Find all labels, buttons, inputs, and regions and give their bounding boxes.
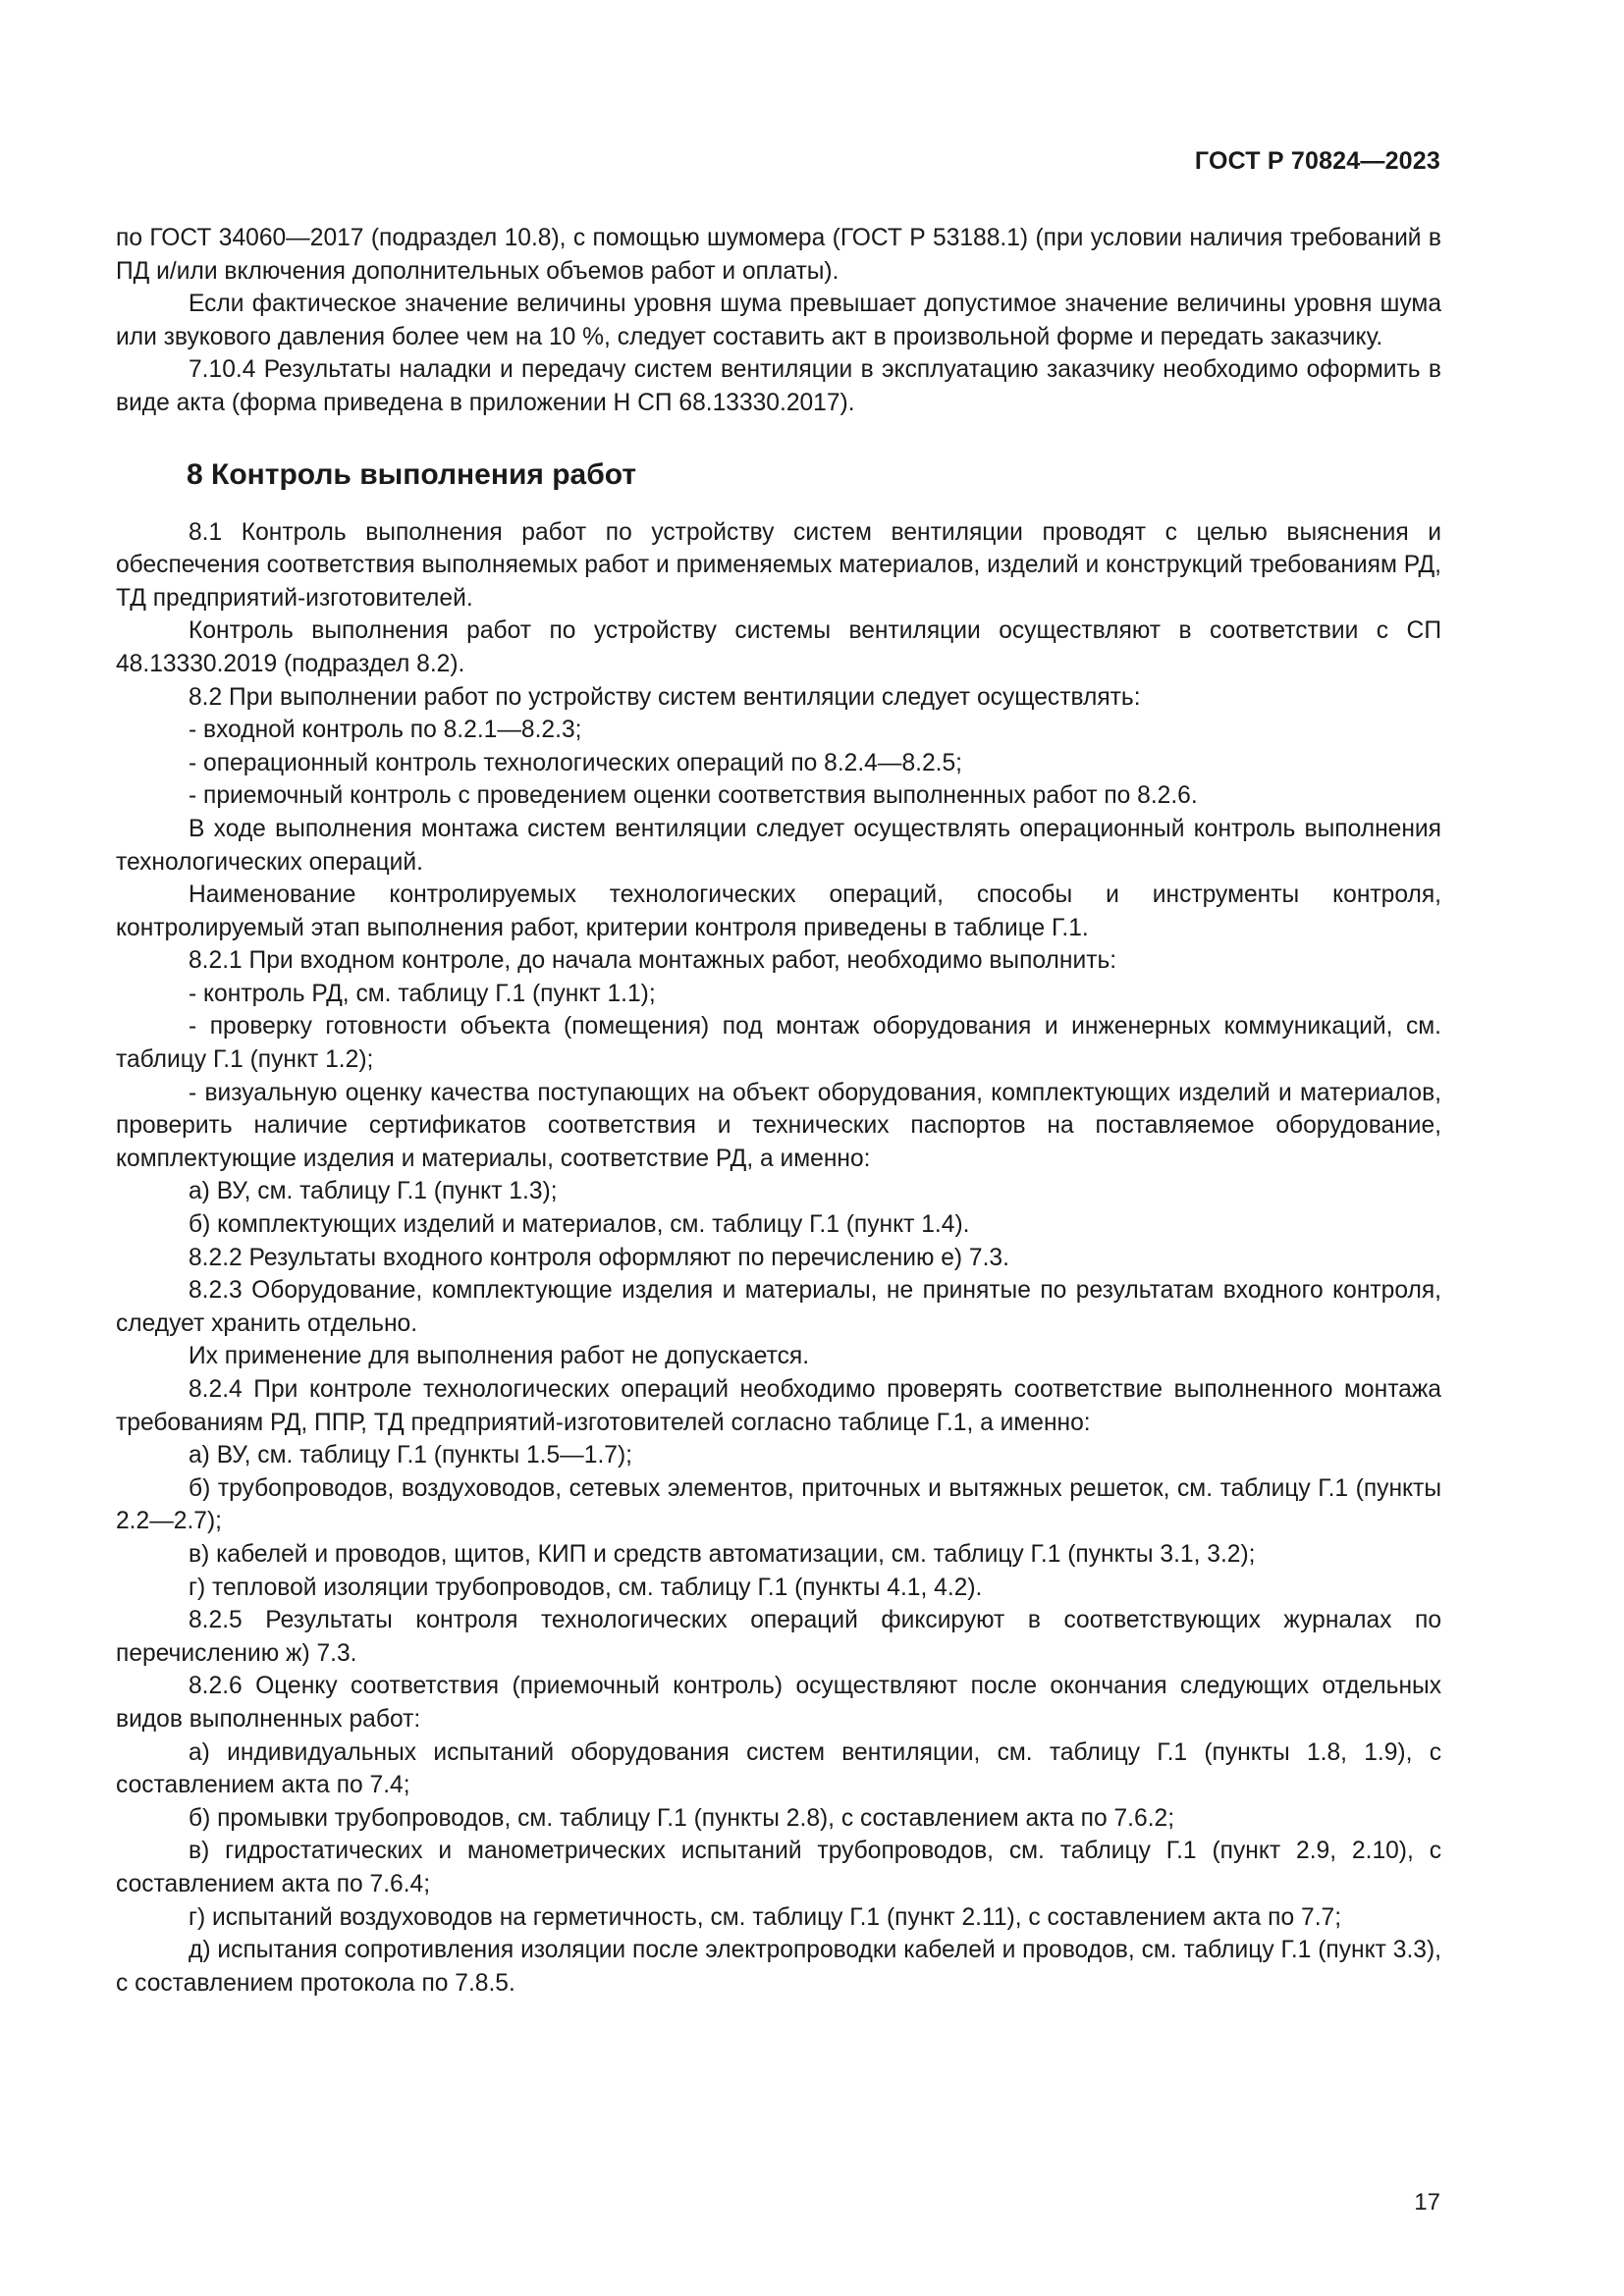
- list-item: а) ВУ, см. таблицу Г.1 (пункты 1.5—1.7);: [189, 1442, 632, 1469]
- list-item: а) ВУ, см. таблицу Г.1 (пункт 1.3);: [189, 1178, 558, 1205]
- list-item: - контроль РД, см. таблицу Г.1 (пункт 1.1);: [189, 980, 656, 1007]
- paragraph: Если фактическое значение величины уровня шума превышает допустимое значение величины уровня шума или звукового давления более чем на 10 %, следует составить акт в произвольной форме и передать заказчику.: [116, 291, 1441, 350]
- list-item: - операционный контроль технологических операций по 8.2.4—8.2.5;: [189, 749, 962, 776]
- list-item: а) индивидуальных испытаний оборудования систем вентиляции, см. таблицу Г.1 (пункты 1.8, 1.9), с составлением акта по 7.4;: [116, 1738, 1441, 1799]
- list-item: г) тепловой изоляции трубопроводов, см. таблицу Г.1 (пункты 4.1, 4.2).: [189, 1574, 983, 1601]
- page-number: 17: [1414, 2189, 1440, 2216]
- paragraph: Наименование контролируемых технологических операций, способы и инструменты контроля, контролируемый этап выполнения работ, критерии контроля приведены в таблице Г.1.: [116, 881, 1441, 941]
- list-item: - визуальную оценку качества поступающих на объект оборудования, комплектующих изделий и материалов, проверить наличие сертификатов соответствия и технических паспортов на поставляемое оборудование, комплектующие изделия и материалы, соответствие РД, а именно:: [116, 1079, 1441, 1172]
- paragraph: В ходе выполнения монтажа систем вентиляции следует осуществлять операционный контроль выполнения технологических операций.: [116, 815, 1441, 876]
- paragraph: 8.2.1 При входном контроле, до начала монтажных работ, необходимо выполнить:: [189, 947, 1117, 975]
- list-item: в) кабелей и проводов, щитов, КИП и средств автоматизации, см. таблицу Г.1 (пункты 3.1, 3.2);: [189, 1540, 1256, 1568]
- paragraph: 8.2.4 При контроле технологических операций необходимо проверять соответствие выполненного монтажа требованиям РД, ППР, ТД предприятий-изготовителей согласно таблице Г.1, а именно:: [116, 1376, 1441, 1436]
- paragraph: по ГОСТ 34060—2017 (подраздел 10.8), с помощью шумомера (ГОСТ Р 53188.1) (при условии наличия требований в ПД и/или включения дополнительных объемов работ и оплаты).: [116, 225, 1441, 285]
- document-code-header: ГОСТ Р 70824—2023: [1194, 147, 1440, 175]
- paragraph: 8.2.5 Результаты контроля технологических операций фиксируют в соответствующих журналах по перечислению ж) 7.3.: [116, 1607, 1441, 1667]
- list-item: д) испытания сопротивления изоляции после электропроводки кабелей и проводов, см. таблицу Г.1 (пункт 3.3), с составлением протокола по 7.8.5.: [116, 1937, 1441, 1997]
- paragraph: 8.2.6 Оценку соответствия (приемочный контроль) осуществляют после окончания следующих отдельных видов выполненных работ:: [116, 1673, 1441, 1733]
- section-heading: 8 Контроль выполнения работ: [187, 457, 637, 491]
- list-item: - приемочный контроль с проведением оценки соответствия выполненных работ по 8.2.6.: [189, 782, 1198, 810]
- list-item: - входной контроль по 8.2.1—8.2.3;: [189, 717, 582, 744]
- paragraph: 7.10.4 Результаты наладки и передачу систем вентиляции в эксплуатацию заказчику необходимо оформить в виде акта (форма приведена в приложении Н СП 68.13330.2017).: [116, 356, 1441, 416]
- paragraph: Контроль выполнения работ по устройству системы вентиляции осуществляют в соответствии с СП 48.13330.2019 (подраздел 8.2).: [116, 617, 1441, 677]
- paragraph: 8.1 Контроль выполнения работ по устройству систем вентиляции проводят с целью выяснения и обеспечения соответствия выполняемых работ и применяемых материалов, изделий и конструкций требованиям РД, ТД предприятий-изготовителей.: [116, 518, 1441, 612]
- page-body: [116, 222, 1441, 2000]
- list-item: г) испытаний воздуховодов на герметичность, см. таблицу Г.1 (пункт 2.11), с составлением акта по 7.7;: [189, 1903, 1342, 1931]
- list-item: б) промывки трубопроводов, см. таблицу Г.1 (пункты 2.8), с составлением акта по 7.6.2;: [189, 1804, 1175, 1832]
- list-item: б) комплектующих изделий и материалов, см. таблицу Г.1 (пункт 1.4).: [189, 1211, 970, 1239]
- paragraph: Их применение для выполнения работ не допускается.: [189, 1343, 810, 1370]
- paragraph: 8.2.2 Результаты входного контроля оформляют по перечислению е) 7.3.: [189, 1244, 1009, 1271]
- list-item: б) трубопроводов, воздуховодов, сетевых элементов, приточных и вытяжных решеток, см. таблицу Г.1 (пункты 2.2—2.7);: [116, 1474, 1441, 1535]
- paragraph: 8.2 При выполнении работ по устройству систем вентиляции следует осуществлять:: [189, 683, 1141, 711]
- paragraph: 8.2.3 Оборудование, комплектующие изделия и материалы, не принятые по результатам входного контроля, следует хранить отдельно.: [116, 1277, 1441, 1337]
- list-item: - проверку готовности объекта (помещения) под монтаж оборудования и инженерных коммуникаций, см. таблицу Г.1 (пункт 1.2);: [116, 1013, 1441, 1074]
- list-item: в) гидростатических и манометрических испытаний трубопроводов, см. таблицу Г.1 (пункт 2.9, 2.10), с составлением акта по 7.6.4;: [116, 1838, 1441, 1897]
